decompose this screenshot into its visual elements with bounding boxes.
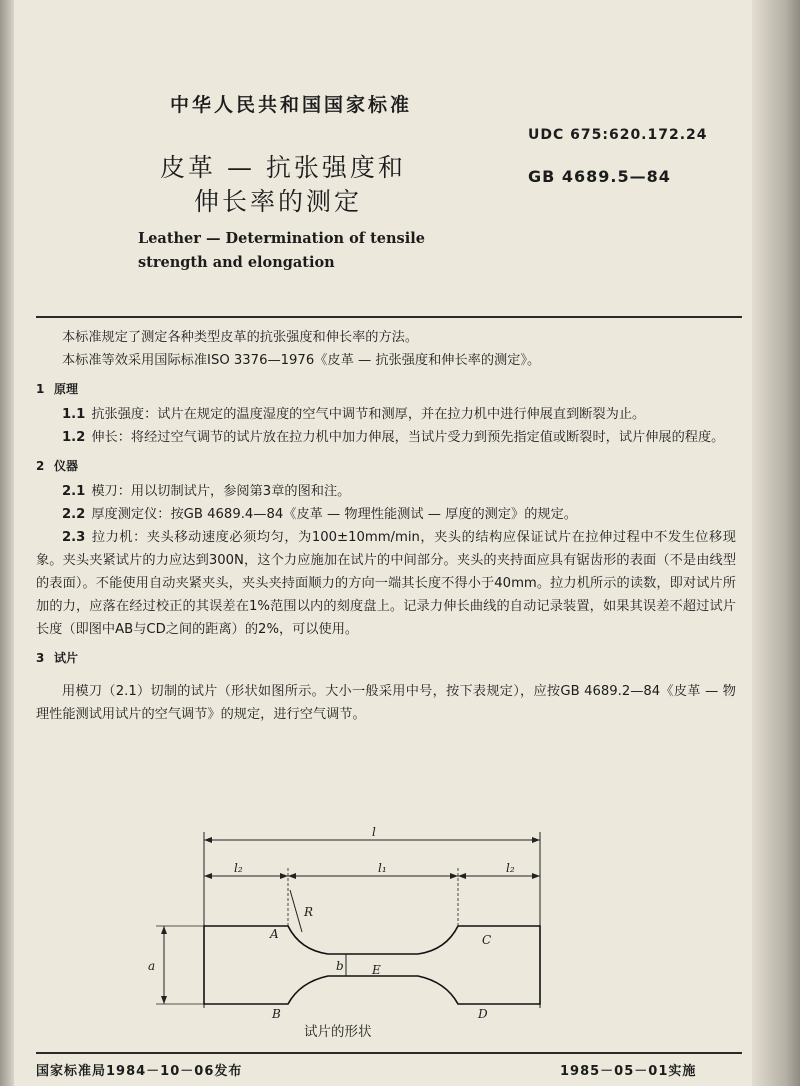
label-e-point: E [372, 963, 381, 977]
header-rule [36, 316, 742, 318]
label-r: R [304, 905, 314, 919]
label-l2-right: l₂ [506, 861, 515, 875]
intro-paragraph-2: 本标准等效采用国际标准ISO 3376—1976《皮革 — 抗张强度和伸长率的测定》。 [62, 353, 541, 368]
specimen-paragraph: 用模刀（2.1）切制的试片（形状如图所示。大小一般采用中号，按下表规定），应按GB 4689.2—84《皮革 — 物理性能测试用试片的空气调节》的规定，进行空气调节。 [36, 684, 736, 722]
label-d-point: D [478, 1007, 488, 1018]
title-en-line2: strength and elongation [138, 254, 335, 271]
label-b-point: B [272, 1007, 281, 1018]
arrow-l2-mid-left [280, 873, 288, 879]
radius-line [290, 890, 302, 932]
section-2-title: 仪器 [54, 459, 79, 473]
clause-2-2 [36, 503, 736, 526]
arrow-l1-right [450, 873, 458, 879]
arrow-l2-mid-right [458, 873, 466, 879]
label-a-dim: a [148, 959, 156, 973]
clause-1-2-number: 1.2 [62, 430, 86, 445]
gb-code: GB 4689.5—84 [528, 167, 671, 186]
label-l2-left: l₂ [234, 861, 243, 875]
binding-shadow [0, 0, 14, 1086]
section-1-title: 原理 [54, 382, 79, 396]
clause-2-2-number: 2.2 [62, 507, 86, 522]
arrow-l-left [204, 837, 212, 843]
specimen-diagram [140, 818, 580, 1018]
clause-1-2 [36, 426, 736, 449]
title-zh-line1: 皮革 — 抗张强度和 [160, 153, 406, 182]
clause-2-1-number: 2.1 [62, 484, 86, 499]
diagram-caption: 试片的形状 [304, 1024, 372, 1040]
clause-2-3-number: 2.3 [62, 530, 86, 545]
udc-code: UDC 675:620.172.24 [528, 127, 708, 143]
issue-date: 国家标准局1984－10－06发布 [36, 1064, 243, 1079]
intro-paragraph-1: 本标准规定了测定各种类型皮革的抗张强度和伸长率的方法。 [62, 330, 419, 345]
arrow-a-top [161, 926, 167, 934]
clause-1-2-text: 伸长：将经过空气调节的试片放在拉力机中加力伸展，当试片受力到预先指定值或断裂时，试片伸展的程度。 [91, 430, 725, 445]
clause-2-1-text: 模刀：用以切制试片，参阅第3章的图和注。 [91, 484, 351, 499]
section-1-heading [36, 378, 736, 401]
clause-1-1 [36, 403, 736, 426]
label-b-dim: b [336, 959, 344, 973]
clause-1-1-text: 抗张强度：试片在规定的温度湿度的空气中调节和测厚，并在拉力机中进行伸展直到断裂为止。 [91, 407, 646, 422]
arrow-l-right [532, 837, 540, 843]
arrow-l1-left [288, 873, 296, 879]
arrow-a-bottom [161, 996, 167, 1004]
arrow-l2-right [532, 873, 540, 879]
title-en-line1: Leather — Determination of tensile [138, 230, 425, 247]
section-3-heading [36, 647, 736, 670]
clause-2-2-text: 厚度测定仪：按GB 4689.4—84《皮革 — 物理性能测试 — 厚度的测定》的规定。 [91, 507, 577, 522]
clause-1-1-number: 1.1 [62, 407, 86, 422]
arrow-l2-left [204, 873, 212, 879]
section-2-number: 2 [36, 459, 45, 473]
label-l1: l₁ [378, 861, 387, 875]
effective-date: 1985－05－01实施 [560, 1064, 697, 1079]
clause-2-3-text: 拉力机：夹头移动速度必须均匀，为100±10mm/min，夹头的结构应保证试片在拉伸过程中不发生位移现象。夹头夹紧试片的力应达到300N，这个力应施加在试片的中间部分。夹头的夹持面应具有锯齿形的表面（不是由线型的表面）。不能使用自动夹紧夹头，夹头夹持面顺力的方向一端其长度不得小于40mm。拉力机所示的读数，即对试片所加的力，应落在经过校正的其误差在1%范围以内的刻度盘上。记录力伸长曲线的自动记录装置，如果其误差不超过试片长度（即图中AB与CD之间的距离）的2%，可以使用。 [36, 530, 736, 637]
clause-2-1 [36, 480, 736, 503]
standard-name: 中华人民共和国国家标准 [170, 94, 413, 116]
document-body [36, 326, 736, 726]
section-2-heading [36, 455, 736, 478]
section-3-number: 3 [36, 651, 45, 665]
label-a-point: A [270, 927, 279, 941]
section-1-number: 1 [36, 382, 45, 396]
label-l: l [372, 825, 376, 839]
section-3-title: 试片 [54, 651, 79, 665]
title-zh-line2: 伸长率的测定 [194, 187, 363, 216]
label-c-point: C [482, 933, 492, 947]
page-edge-shadow [752, 0, 800, 1086]
clause-2-3 [36, 526, 736, 641]
footer-rule [36, 1052, 742, 1054]
